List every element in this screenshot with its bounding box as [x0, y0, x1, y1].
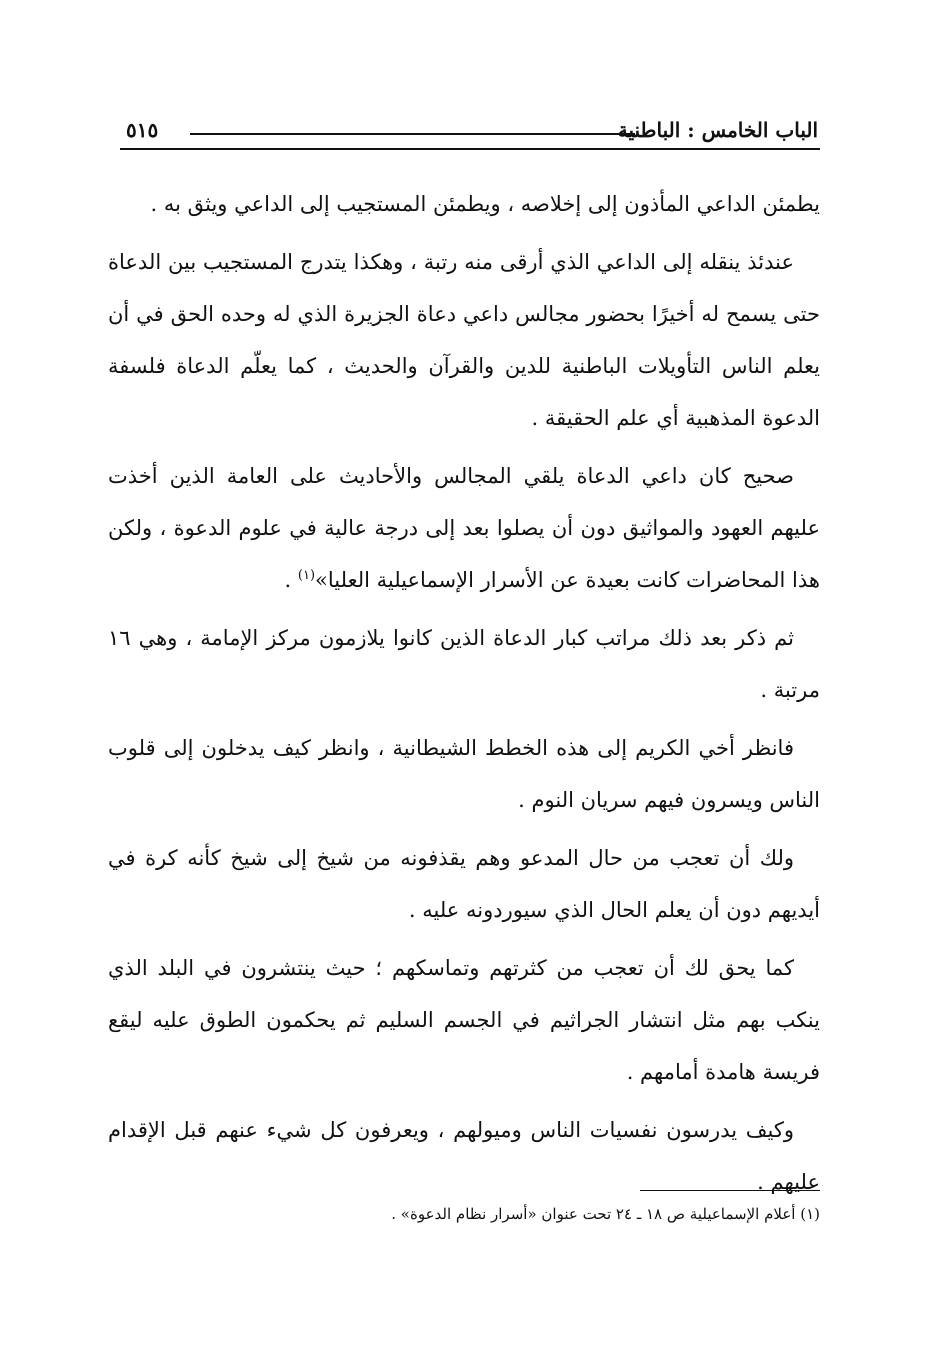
paragraph: يطمئن الداعي المأذون إلى إخلاصه ، ويطمئن المستجيب إلى الداعي ويثق به .: [150, 192, 820, 216]
header-rule: [120, 148, 820, 150]
paragraph-text: صحيح كان داعي الدعاة يلقي المجالس والأحاديث على العامة الذين أخذت عليهم العهود والمواثيق دون أن يصلوا بعد إلى درجة عالية في علوم الدعوة ، ولكن هذا المحاضرات كانت بعيدة عن الأسرار الإسماعيلية العليا»: [108, 464, 820, 592]
paragraph: ولك أن تعجب من حال المدعو وهم يقذفونه من شيخ إلى شيخ كأنه كرة في أيديهم دون أن يعلم الحال الذي سيوردونه عليه .: [108, 846, 820, 922]
paragraph-end: .: [284, 568, 298, 592]
paragraph: كما يحق لك أن تعجب من كثرتهم وتماسكهم ؛ حيث ينتشرون في البلد الذي ينكب بهم مثل انتشار الجراثيم في الجسم السليم ثم يحكمون الطوق عليه ليقع فريسة هامدة أمامهم .: [108, 956, 820, 1084]
footnote: (١) أعلام الإسماعيلية ص ١٨ ـ ٢٤ تحت عنوان «أسرار نظام الدعوة» .: [391, 1205, 820, 1223]
page-number: ٥١٥: [126, 118, 159, 142]
paragraph: [108, 450, 820, 606]
header-line: [190, 133, 635, 135]
footnote-marker: (١): [297, 568, 316, 583]
paragraph: وكيف يدرسون نفسيات الناس وميولهم ، ويعرفون كل شيء عنهم قبل الإقدام عليهم .: [108, 1118, 820, 1194]
paragraph: فانظر أخي الكريم إلى هذه الخطط الشيطانية ، وانظر كيف يدخلون إلى قلوب الناس ويسرون فيهم سريان النوم .: [108, 736, 820, 812]
footnote-separator: [640, 1190, 820, 1191]
running-header: [120, 118, 820, 158]
paragraph: ثم ذكر بعد ذلك مراتب كبار الدعاة الذين كانوا يلازمون مركز الإمامة ، وهي ١٦ مرتبة .: [108, 626, 820, 702]
paragraph: عندئذ ينقله إلى الداعي الذي أرقى منه رتبة ، وهكذا يتدرج المستجيب بين الدعاة حتى يسمح له أخيرًا بحضور مجالس داعي دعاة الجزيرة الذي له وحده الحق في أن يعلم الناس التأويلات الباطنية للدين والقرآن والحديث ، كما يعلّم الدعاة فلسفة الدعوة المذهبية أي علم الحقيقة .: [108, 250, 820, 430]
body-text: [108, 178, 820, 1214]
chapter-title: الباب الخامس : الباطنية: [617, 118, 818, 142]
